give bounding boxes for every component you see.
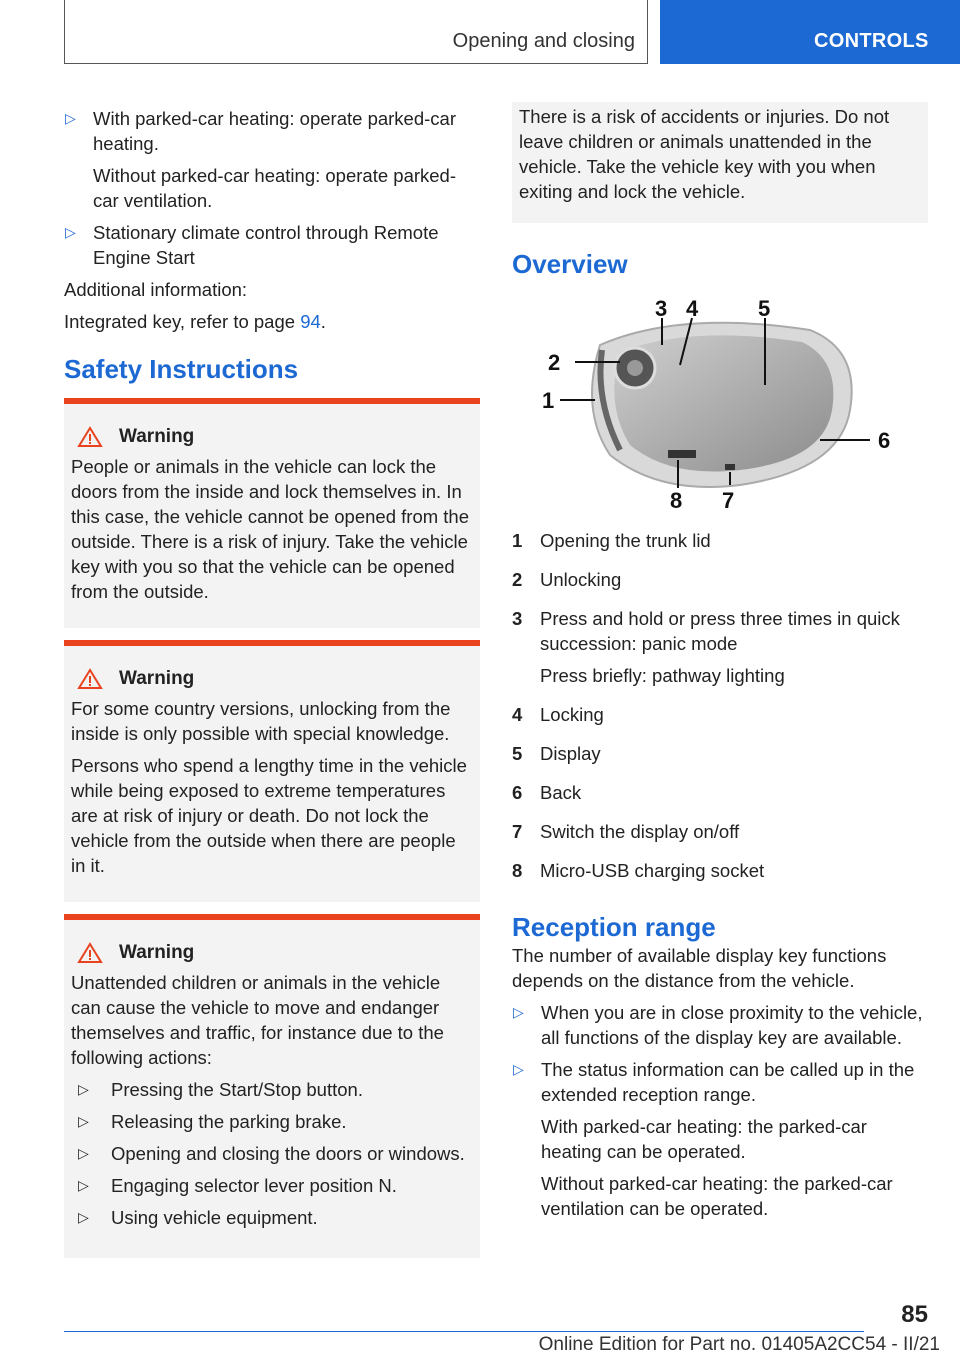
- note-text: There is a risk of accidents or injuries. Do not leave children or animals unattended in the vehicle. Take the vehicle key with you when exiting and lock the vehicle.: [519, 106, 890, 202]
- list-item: [512, 567, 932, 599]
- triangle-bullet-icon: ▷: [78, 1113, 89, 1129]
- list-item: [512, 858, 932, 890]
- item-number: 5: [512, 743, 523, 764]
- triangle-bullet-icon: ▷: [513, 1061, 524, 1077]
- list-item: [512, 741, 932, 773]
- triangle-bullet-icon: ▷: [78, 1145, 89, 1161]
- warning-box-1: [64, 398, 480, 628]
- warning-triangle-icon: [77, 942, 103, 964]
- bullet-item: [512, 1000, 932, 1050]
- list-item: [512, 780, 932, 812]
- bullet-item: [64, 220, 480, 270]
- item-text: Press and hold or press three times in quick succession: panic mode: [540, 608, 900, 654]
- bullet-item: [512, 1057, 932, 1221]
- safety-instructions-heading: Safety Instructions: [64, 354, 299, 384]
- item-text: Display: [540, 743, 601, 764]
- item-text: Micro-USB charging socket: [540, 860, 765, 881]
- figure-label-3: 3: [655, 296, 668, 321]
- bullet-item: [64, 106, 480, 213]
- bullet-text: With parked-car heating: the parked-car heating can be operated.: [541, 1116, 867, 1162]
- item-number: 3: [512, 608, 523, 629]
- triangle-bullet-icon: ▷: [65, 224, 76, 240]
- ref-suffix: .: [320, 311, 326, 332]
- list-item: [512, 528, 932, 560]
- figure-label-1: 1: [542, 388, 555, 413]
- figure-label-4: 4: [686, 296, 699, 321]
- warning-bullet: [77, 1141, 473, 1166]
- item-number: 6: [512, 782, 523, 803]
- reception-range-heading: Reception range: [512, 912, 716, 942]
- footer-edition: Online Edition for Part no. 01405A2CC54 - II/21: [538, 1334, 940, 1355]
- list-item: [512, 702, 932, 734]
- warning-paragraph: Unattended children or animals in the vehicle can cause the vehicle to move and endanger themselves and traffic, for instance due to the following actions:: [71, 972, 444, 1068]
- warning-paragraph: Persons who spend a lengthy time in the vehicle while being exposed to extreme temperatures are at risk of injury or death. Do not lock the vehicle from the outside when there are people in it.: [71, 755, 467, 876]
- ref-text: Integrated key, refer to page: [64, 311, 301, 332]
- warning-title: [71, 942, 473, 964]
- warning-triangle-icon: [77, 668, 103, 690]
- item-text: Press briefly: pathway lighting: [540, 665, 785, 686]
- bullet-text: Using vehicle equipment.: [111, 1207, 318, 1228]
- note-box: [512, 102, 928, 223]
- warning-bullet: [77, 1173, 473, 1198]
- page-number: 85: [901, 1301, 928, 1328]
- additional-info-label: Additional information:: [64, 279, 248, 300]
- item-number: 4: [512, 704, 523, 725]
- item-number: 8: [512, 860, 523, 881]
- item-number: 2: [512, 569, 523, 590]
- figure-label-8: 8: [670, 488, 683, 513]
- warning-bullet: [77, 1109, 473, 1134]
- item-text: Opening the trunk lid: [540, 530, 711, 551]
- bullet-text: Pressing the Start/Stop button.: [111, 1079, 363, 1100]
- figure-label-2: 2: [548, 350, 561, 375]
- triangle-bullet-icon: ▷: [78, 1081, 89, 1097]
- item-text: Locking: [540, 704, 604, 725]
- warning-box-2: [64, 640, 480, 902]
- overview-heading: Overview: [512, 249, 628, 279]
- warning-paragraph: For some country versions, unlocking from the inside is only possible with special knowledge.: [71, 698, 451, 744]
- list-item: [512, 606, 932, 695]
- overview-list: [512, 528, 932, 1228]
- left-column: [64, 106, 480, 385]
- item-text: Back: [540, 782, 582, 803]
- figure-label-5: 5: [758, 296, 771, 321]
- header-tab-label: CONTROLS: [814, 30, 929, 52]
- integrated-key-ref: [64, 309, 480, 334]
- bullet-text: With parked-car heating: operate parked-car heating.: [93, 108, 456, 154]
- reception-intro: The number of available display key functions depends on the distance from the vehicle.: [512, 945, 887, 991]
- warning-title-text: Warning: [119, 942, 195, 963]
- triangle-bullet-icon: ▷: [78, 1177, 89, 1193]
- bullet-text: Releasing the parking brake.: [111, 1111, 347, 1132]
- warning-box-3: [64, 914, 480, 1258]
- bullet-text: Without parked-car heating: the parked-car ventilation can be operated.: [541, 1173, 893, 1219]
- warning-title: [71, 668, 473, 690]
- warning-bullet: [77, 1205, 473, 1230]
- list-item: [512, 819, 932, 851]
- footer-divider: [64, 1331, 864, 1332]
- item-text: Unlocking: [540, 569, 622, 590]
- display-key-figure: [540, 290, 900, 522]
- triangle-bullet-icon: ▷: [513, 1004, 524, 1020]
- figure-label-6: 6: [878, 428, 891, 453]
- item-number: 1: [512, 530, 523, 551]
- item-number: 7: [512, 821, 523, 842]
- warning-title: [71, 426, 473, 448]
- warning-title-text: Warning: [119, 426, 195, 447]
- bullet-text: The status information can be called up in the extended reception range.: [541, 1059, 915, 1105]
- header-section-title: Opening and closing: [452, 30, 635, 52]
- warning-triangle-icon: [77, 426, 103, 448]
- bullet-text: Without parked-car heating: operate parked-car ventilation.: [93, 165, 457, 211]
- bullet-text: Stationary climate control through Remote Engine Start: [93, 222, 439, 268]
- triangle-bullet-icon: ▷: [78, 1209, 89, 1225]
- triangle-bullet-icon: ▷: [65, 110, 76, 126]
- warning-title-text: Warning: [119, 668, 195, 689]
- bullet-text: Engaging selector lever position N.: [111, 1175, 397, 1196]
- item-text: Switch the display on/off: [540, 821, 740, 842]
- warning-bullet: [77, 1077, 473, 1102]
- warning-paragraph: People or animals in the vehicle can lock the doors from the inside and lock themselves in. In this case, the vehicle cannot be opened from the outside. There is a risk of injury. Take the vehicle key with you so that the vehicle can be opened from the outside.: [71, 456, 470, 602]
- header-controls-tab: [660, 0, 960, 64]
- bullet-text: When you are in close proximity to the vehicle, all functions of the display key are available.: [541, 1002, 923, 1048]
- bullet-text: Opening and closing the doors or windows.: [111, 1143, 465, 1164]
- page-94-link[interactable]: 94: [300, 311, 321, 332]
- figure-label-7: 7: [722, 488, 735, 513]
